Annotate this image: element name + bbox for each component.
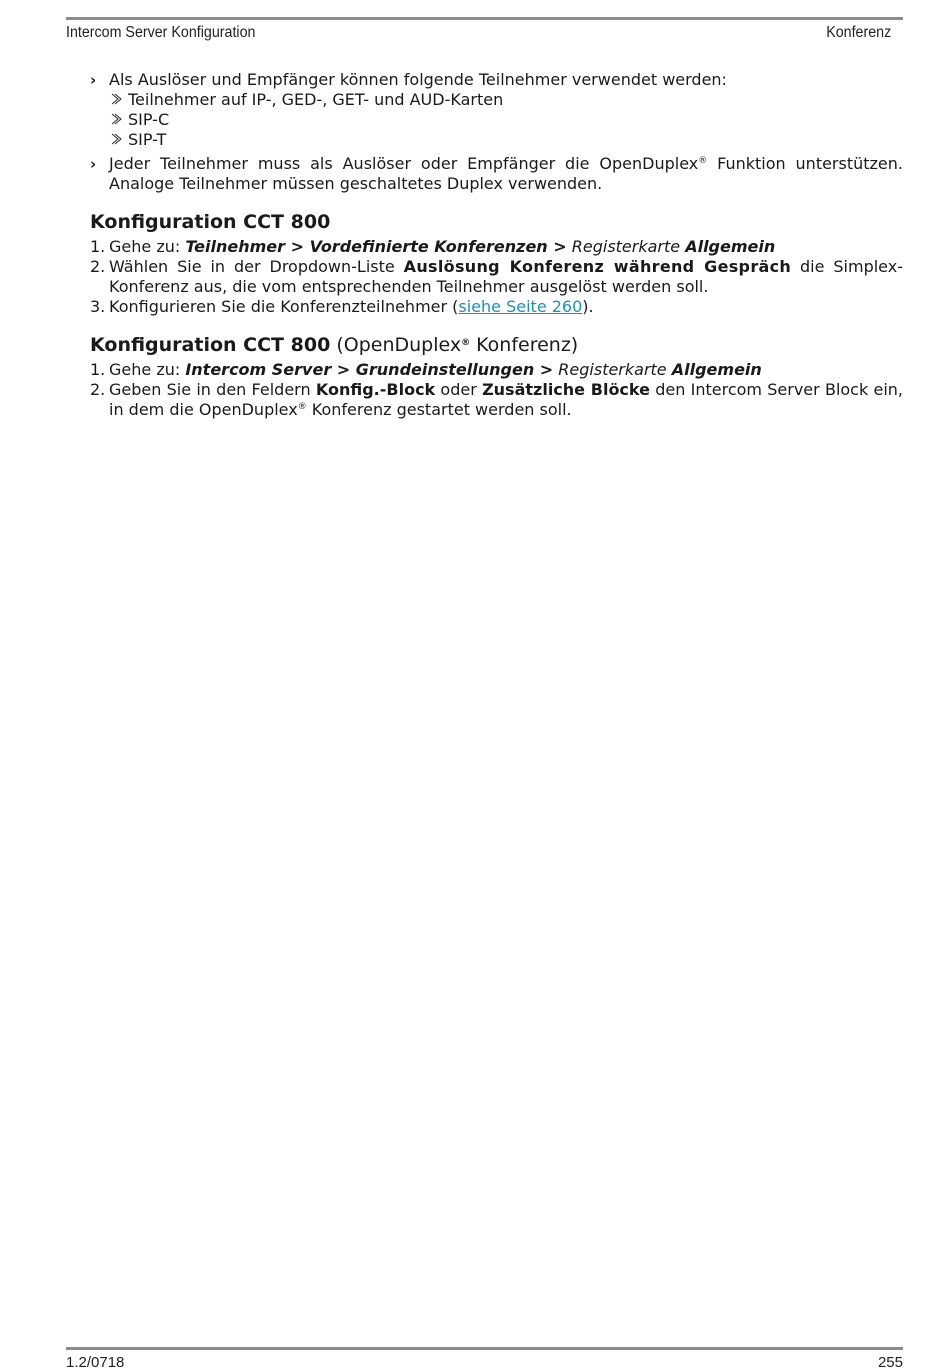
step-text: Registerkarte — [553, 360, 672, 379]
step-number: 3. — [90, 297, 106, 316]
step-text: Konferenz gestartet werden soll. — [306, 400, 572, 419]
sub-item — [90, 130, 903, 150]
step-number: 2. — [90, 380, 106, 399]
bullet-text: Jeder Teilnehmer muss als Auslöser oder Empfänger die OpenDuplex — [109, 154, 699, 173]
registered-mark: ® — [297, 402, 307, 412]
section-title: Konfiguration CCT 800 — [90, 334, 331, 356]
tab-name: Allgemein — [671, 360, 762, 379]
menu-path: Teilnehmer > Vordefinierte Konferenzen > — [185, 237, 567, 256]
sub-item-text: SIP-T — [128, 130, 167, 149]
step-text: den Intercom Server Block ein, in dem die OpenDuplex — [109, 380, 903, 419]
menu-path: Intercom Server > Grundeinstellungen > — [185, 360, 554, 379]
step-number: 1. — [90, 360, 106, 379]
section-title-suffix: Konferenz) — [470, 334, 579, 356]
sub-item — [90, 110, 903, 130]
header-right: Konferenz — [826, 24, 892, 41]
bullet-text: Als Auslöser und Empfänger können folgende Teilnehmer verwendet werden: — [109, 70, 727, 89]
sub-item-text: Teilnehmer auf IP-, GED-, GET- und AUD-Karten — [128, 90, 504, 109]
step-number: 2. — [90, 257, 106, 276]
footer-version: 1.2/0718 — [66, 1354, 125, 1371]
double-chevron-icon — [110, 111, 124, 127]
bullet-text: Funktion unterstützen. Analoge Teilnehmer müssen geschaltetes Duplex verwenden. — [109, 154, 904, 193]
page-content — [90, 70, 903, 420]
chevron-right-icon: › — [90, 71, 97, 89]
page-number: 255 — [877, 1354, 903, 1371]
step-2 — [90, 380, 903, 420]
step-1 — [90, 360, 903, 380]
sub-item — [90, 90, 903, 110]
section-heading-1 — [90, 210, 903, 234]
section-title: Konfiguration CCT 800 — [90, 211, 331, 233]
bullet-participants — [90, 70, 903, 90]
header-rule — [66, 17, 903, 20]
double-chevron-icon — [110, 91, 124, 107]
section-title-suffix: (OpenDuplex — [330, 334, 462, 356]
section-heading-2 — [90, 333, 903, 357]
sub-item-text: SIP-C — [128, 110, 170, 129]
step-text: Registerkarte — [566, 237, 686, 256]
step-text: Konfigurieren Sie die Konferenzteilnehmer ( — [109, 297, 459, 316]
step-text: Geben Sie in den Feldern — [109, 380, 316, 399]
step-1 — [90, 237, 903, 257]
double-chevron-icon — [110, 131, 124, 147]
bullet-duplex — [90, 154, 903, 194]
registered-mark: ® — [461, 338, 471, 348]
step-text: Gehe zu: — [109, 360, 186, 379]
step-text: Wählen Sie in der Dropdown-Liste — [109, 257, 404, 276]
chevron-right-icon: › — [90, 155, 97, 173]
step-2 — [90, 257, 903, 297]
step-text: Gehe zu: — [109, 237, 186, 256]
tab-name: Allgemein — [685, 237, 776, 256]
field-name: Konfig.-Block — [315, 380, 436, 399]
field-name: Zusätzliche Blöcke — [482, 380, 650, 399]
step-text: die Simplex-Konferenz aus, die vom entsprechenden Teilnehmer ausgelöst werden soll. — [109, 257, 903, 296]
step-3 — [90, 297, 903, 317]
page-footer — [66, 1354, 903, 1371]
page-header — [66, 24, 892, 42]
step-number: 1. — [90, 237, 106, 256]
field-name: Auslösung Konferenz während Gespräch — [403, 257, 792, 276]
page-link[interactable]: siehe Seite 260 — [458, 297, 583, 316]
step-text: ). — [582, 297, 594, 316]
header-left: Intercom Server Konfiguration — [66, 24, 256, 41]
registered-mark: ® — [698, 156, 708, 166]
step-text: oder — [435, 380, 483, 399]
footer-rule — [66, 1347, 903, 1350]
